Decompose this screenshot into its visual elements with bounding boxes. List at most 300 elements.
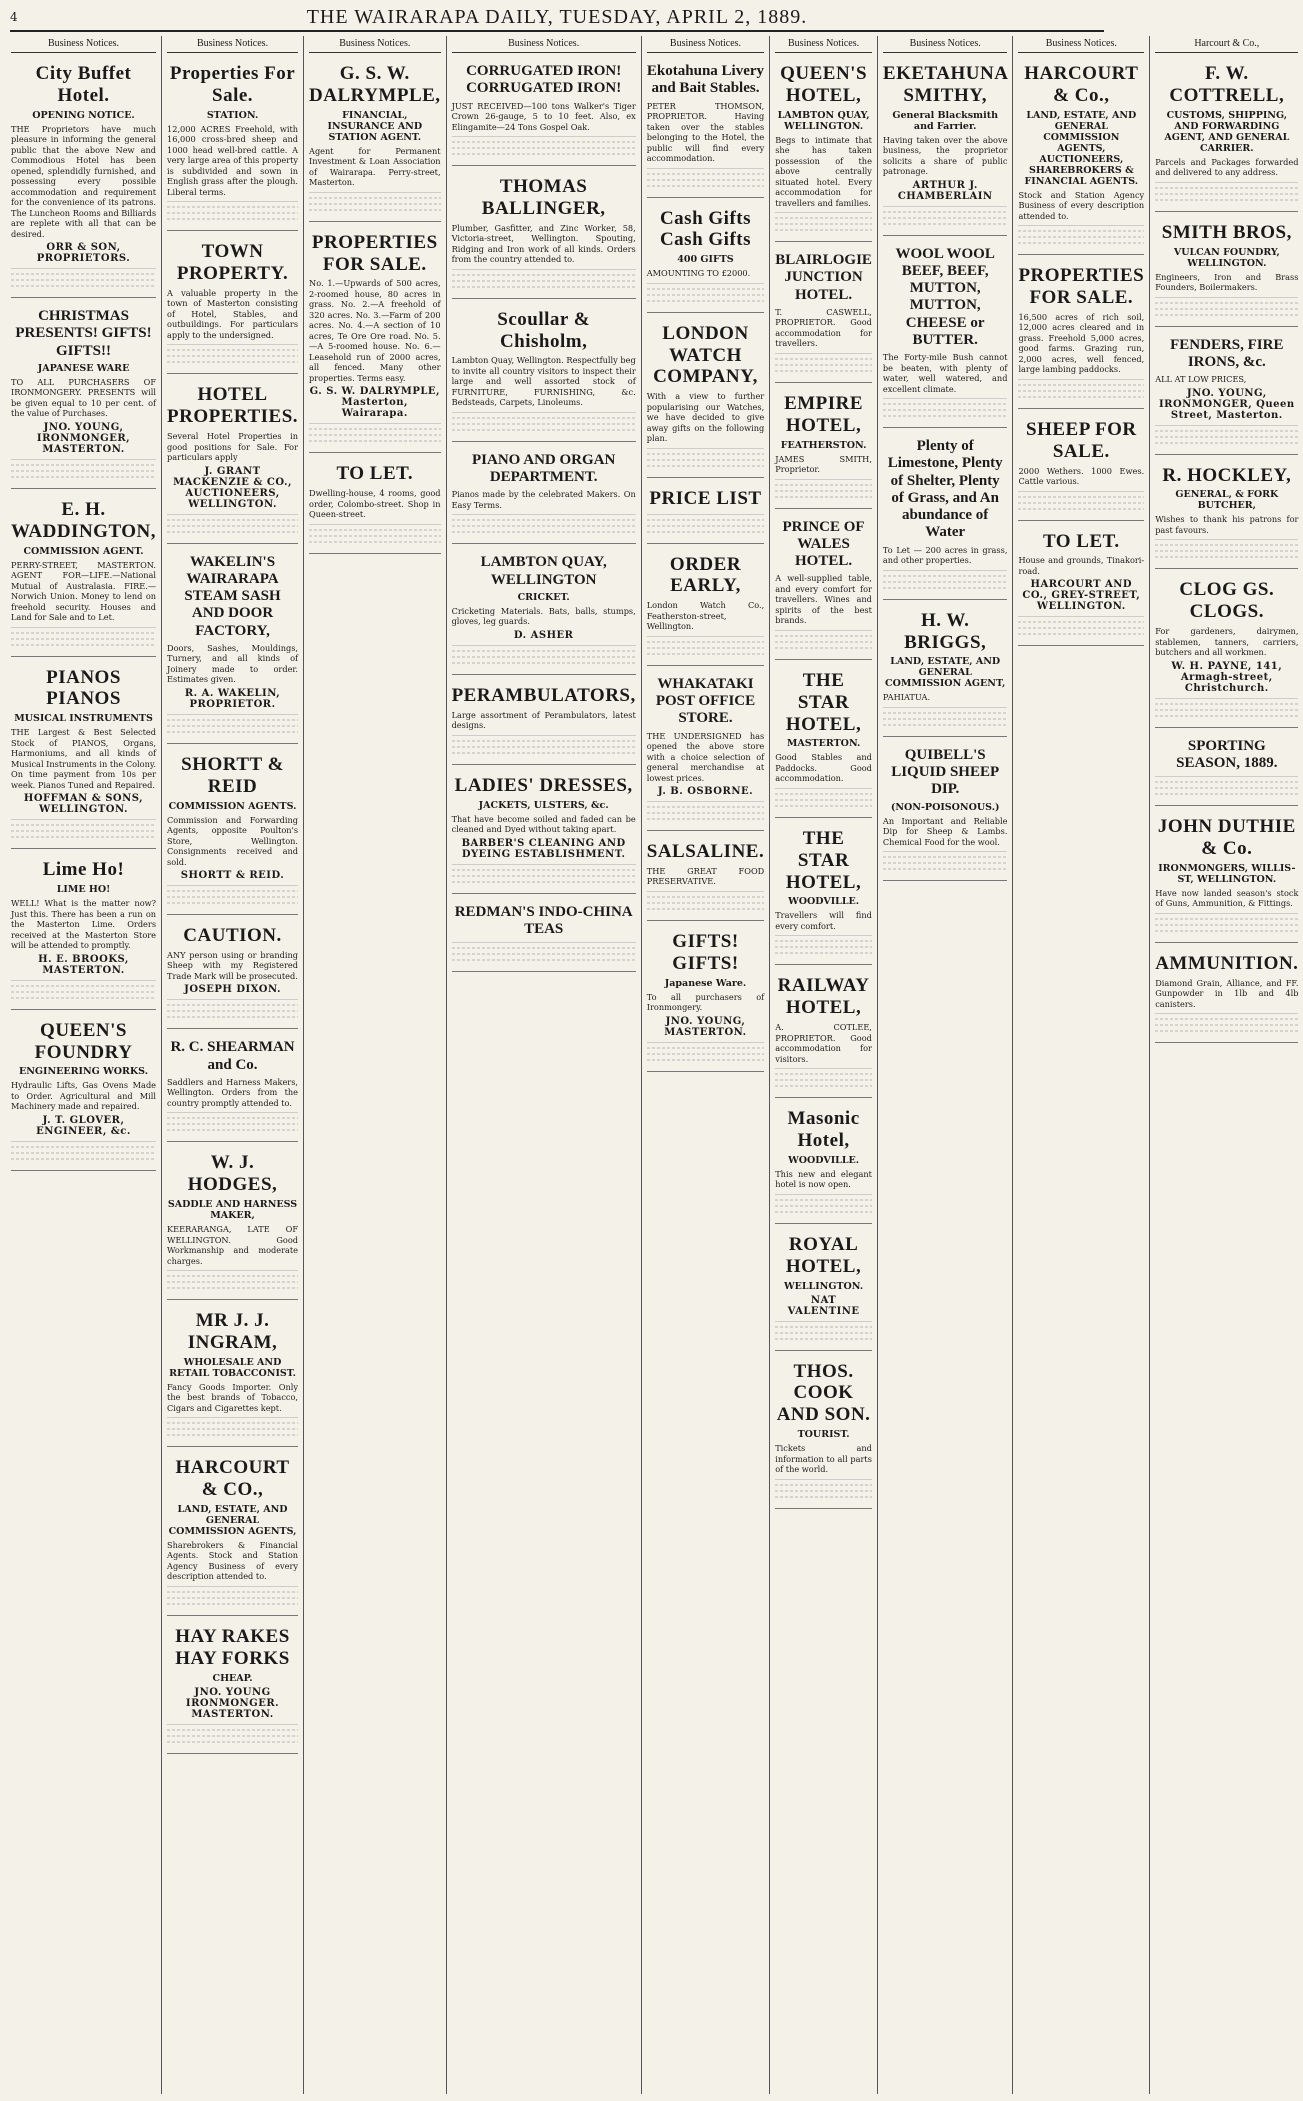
advertisement: [1155, 573, 1298, 727]
ad-signature: HOFFMAN & SONS, WELLINGTON.: [23, 793, 144, 816]
ad-body: Hydraulic Lifts, Gas Ovens Made to Order. Agricultural and Mill Machinery made and repaired.: [11, 1080, 157, 1112]
text-lines: [1155, 539, 1298, 558]
advertisement: [11, 493, 156, 657]
text-lines: [1155, 776, 1298, 795]
ad-body: Tickets and information to all parts of the world.: [775, 1443, 872, 1475]
columns: [6, 36, 1299, 2094]
ad-title: F. W. COTTRELL,: [1169, 63, 1285, 106]
text-lines: [167, 344, 298, 363]
ad-signature: SHORTT & REID.: [180, 870, 285, 881]
text-lines: [1018, 225, 1144, 244]
column-9: [1150, 36, 1303, 2094]
ad-title: G. S. W. DALRYMPLE,: [309, 63, 441, 106]
ad-title: SHORTT & REID: [181, 753, 284, 797]
column-1: [6, 36, 162, 2094]
text-lines: [167, 514, 298, 533]
ad-title: SPORTING SEASON, 1889.: [1176, 737, 1278, 771]
ad-title: PIANOS PIANOS: [46, 666, 121, 710]
ad-title: WHAKATAKI POST OFFICE STORE.: [655, 675, 756, 727]
text-lines: [167, 1586, 298, 1605]
ad-signature: JOSEPH DIXON.: [184, 984, 281, 996]
advertisement: [775, 57, 872, 242]
ad-body: The Forty-mile Bush cannot be beaten, with plenty of water, well watered, and excellent climate.: [882, 352, 1008, 394]
column-heading: Business Notices.: [11, 36, 156, 53]
advertisement: [309, 457, 441, 553]
ad-body: 12,000 ACRES Freehold, with 16,000 cross-bred sheep and 1000 head well-bred cattle. A very large area of this property is subdivided and sown in English grass after the plough. Liberal terms.: [167, 123, 299, 197]
advertisement: [167, 1304, 298, 1447]
advertisement: [775, 387, 872, 509]
ad-title: HOTEL PROPERTIES.: [167, 384, 299, 428]
ad-body: Plumber, Gasfitter, and Zinc Worker, 58, Victoria-street, Wellington. Spouting, Ridging and Iron work of all kinds. Orders from the country attended to.: [451, 222, 636, 265]
ad-body: To Let — 200 acres in grass, and other properties.: [882, 544, 1008, 566]
ad-body: With a view to further popularising our Watches, we have decided to give away gifts on the following plan.: [646, 391, 765, 444]
advertisement: [452, 769, 636, 894]
ad-subtitle: WOODVILLE.: [788, 1154, 860, 1166]
ad-body: PETER THOMSON, PROPRIETOR. Having taken over the stables belonging to the Hotel, the public will find every accommodation.: [646, 100, 765, 163]
ad-subtitle: VULCAN FOUNDRY, WELLINGTON.: [1173, 246, 1280, 269]
ad-subtitle: JACKETS, ULSTERS, &c.: [478, 799, 609, 811]
advertisement: [775, 969, 872, 1098]
ad-title: BLAIRLOGIE JUNCTION HOTEL.: [775, 252, 872, 303]
advertisement: [647, 548, 764, 666]
ad-signature: D. ASHER: [513, 629, 574, 641]
advertisement: [309, 226, 441, 454]
ad-body: To all purchasers of Ironmongery.: [646, 991, 765, 1013]
advertisement: [1155, 331, 1298, 455]
ad-body: Wishes to thank his patrons for past favours.: [1155, 514, 1299, 535]
ad-body: PAHIATUA.: [882, 692, 931, 703]
ad-title: GIFTS! GIFTS!: [672, 930, 739, 974]
ad-title: Scoullar & Chisholm,: [497, 308, 591, 352]
column-heading: Business Notices.: [452, 36, 636, 53]
advertisement: [452, 548, 636, 675]
ad-title: REDMAN'S INDO-CHINA TEAS: [454, 903, 633, 937]
ad-signature: NAT VALENTINE: [787, 1294, 860, 1317]
advertisement: [11, 1014, 156, 1171]
ad-body: Travellers will find every comfort.: [775, 910, 872, 931]
ad-title: R. C. SHEARMAN and Co.: [170, 1039, 295, 1073]
column-2: [162, 36, 304, 2094]
text-lines: [647, 891, 764, 910]
ad-body: Begs to intimate that she has taken possession of the above centrally situated hotel. Every accommodation for travellers and families.: [775, 134, 872, 208]
ad-subtitle: SADDLE AND HARNESS MAKER,: [167, 1199, 298, 1222]
text-lines: [167, 201, 298, 220]
ad-title: WOOL WOOL BEEF, BEEF, MUTTON, MUTTON, CHEESE or BUTTER.: [895, 245, 995, 348]
ad-title: CORRUGATED IRON! CORRUGATED IRON!: [466, 63, 622, 97]
ad-body: Dwelling-house, 4 rooms, good order, Colombo-street. Shop in Queen-street.: [309, 488, 441, 520]
ad-body: Large assortment of Perambulators, latest designs.: [451, 709, 636, 731]
text-lines: [883, 570, 1008, 589]
ad-title: H. W. BRIGGS,: [904, 609, 987, 653]
ad-subtitle: MUSICAL INSTRUMENTS: [14, 713, 153, 725]
text-lines: [167, 1270, 298, 1289]
newspaper-title: THE WAIRARAPA DAILY, TUESDAY, APRIL 2, 1889.: [306, 5, 808, 28]
text-lines: [647, 168, 764, 187]
ad-body: A well-supplied table, and every comfort for travellers. Wines and spirits of the best brands.: [775, 573, 872, 626]
ad-title: Plenty of Limestone, Plenty of Shelter, Plenty of Grass, and An abundance of Water: [887, 438, 1003, 541]
column-6: [770, 36, 878, 2094]
text-lines: [452, 942, 636, 961]
ad-signature: ARTHUR J. CHAMBERLAIN: [897, 179, 993, 202]
ad-subtitle: LAND, ESTATE, AND GENERAL COMMISSION AGENTS, AUCTIONEERS, SHAREBROKERS & FINANCIAL AGENTS.: [1024, 109, 1139, 187]
column-heading: Business Notices.: [1018, 36, 1144, 53]
advertisement: [167, 748, 298, 915]
text-lines: [167, 999, 298, 1018]
text-lines: [883, 707, 1008, 726]
ad-subtitle: ENGINEERING WORKS.: [19, 1066, 149, 1078]
ad-signature: ORR & SON, PROPRIETORS.: [36, 242, 131, 265]
text-lines: [452, 136, 636, 155]
text-lines: [775, 212, 872, 231]
ad-title: SALSALINE.: [646, 841, 765, 862]
ad-title: CHRISTMAS PRESENTS! GIFTS! GIFTS!!: [15, 308, 152, 359]
advertisement: [452, 57, 636, 166]
advertisement: [775, 1102, 872, 1224]
ad-body: Parcels and Packages forwarded and delivered to any address.: [1155, 156, 1299, 178]
ad-body: Having taken over the above business, the proprietor solicits a share of public patronage.: [882, 134, 1008, 177]
advertisement: [883, 604, 1008, 737]
ad-body: Diamond Grain, Alliance, and FF. Gunpowder in 1lb and 4lb canisters.: [1155, 977, 1299, 1009]
ad-body: WELL! What is the matter now? Just this. There has been a run on the Masterton Lime. Orders received at the Masterton Store will be attended to promptly.: [11, 898, 157, 951]
ad-title: THOMAS BALLINGER,: [481, 176, 606, 219]
ad-body: TO ALL PURCHASERS OF IRONMONGERY. PRESENTS will be given equal to 10 per cent. of the value of Purchases.: [11, 376, 157, 419]
ad-body: Good Stables and Paddocks. Good accommodation.: [775, 752, 872, 784]
text-lines: [309, 192, 441, 211]
column-5: [642, 36, 770, 2094]
ad-body: For gardeners, dairymen, stablemen, tanners, carriers, butchers and all workmen.: [1155, 626, 1299, 658]
advertisement: [167, 1620, 298, 1754]
text-lines: [11, 459, 156, 478]
advertisement: [1155, 459, 1298, 570]
text-lines: [647, 283, 764, 302]
advertisement: [167, 1146, 298, 1300]
ad-body: KEERARANGA, LATE OF WELLINGTON. Good Workmanship and moderate charges.: [167, 1224, 299, 1266]
text-lines: [167, 1724, 298, 1743]
text-lines: [1155, 297, 1298, 316]
ad-body: THE Largest & Best Selected Stock of PIANOS, Organs, Harmoniums, and all kinds of Musical Instruments in the Colony. On time payment from 10s per week. Pianos Tuned and Repaired.: [11, 727, 157, 790]
column-heading: Business Notices.: [309, 36, 441, 53]
ad-body: PERRY-STREET, MASTERTON. AGENT FOR—LIFE.—National Mutual of Australasia. FIRE.—Norwich Union. Money to lend on freehold security. Houses and Land for Sale and to Let.: [11, 559, 157, 623]
text-lines: [1018, 616, 1144, 635]
text-lines: [1155, 913, 1298, 932]
advertisement: [1155, 810, 1298, 943]
ad-body: House and grounds, Tinakori-road.: [1018, 555, 1145, 576]
text-lines: [11, 268, 156, 287]
ad-title: PROPERTIES FOR SALE.: [1018, 265, 1145, 309]
ad-subtitle: LIME HO!: [56, 884, 111, 896]
advertisement: [883, 432, 1008, 600]
advertisement: [1018, 259, 1144, 409]
ad-title: Lime Ho!: [42, 859, 125, 881]
ad-title: TO LET.: [1042, 530, 1120, 552]
advertisement: [167, 548, 298, 744]
ad-signature: G. S. W. DALRYMPLE, Masterton, Wairarapa.: [309, 386, 441, 420]
advertisement: [167, 1451, 298, 1616]
ad-title: Ekotahuna Livery and Bait Stables.: [646, 63, 765, 97]
ad-title: EKETAHUNA SMITHY,: [882, 63, 1009, 106]
ad-title: PRINCE OF WALES HOTEL.: [782, 518, 865, 570]
text-lines: [452, 735, 636, 754]
column-heading: Business Notices.: [775, 36, 872, 53]
ad-subtitle: GENERAL, & FORK BUTCHER,: [1175, 489, 1279, 512]
ad-body: JUST RECEIVED—100 tons Walker's Tiger Crown 26-gauge, 5 to 10 feet. Also, ex Elingamite—24 Tons Gospel Oak.: [451, 100, 636, 132]
ad-body: Pianos made by the celebrated Makers. On Easy Terms.: [451, 489, 636, 510]
advertisement: [883, 741, 1008, 881]
ad-title: RAILWAY HOTEL,: [777, 975, 870, 1019]
ad-title: CAUTION.: [183, 925, 282, 946]
ad-body: Stock and Station Agency Business of every description attended to.: [1018, 189, 1145, 221]
ad-title: W. J. HODGES,: [187, 1152, 278, 1196]
ad-body: Agent for Permanent Investment & Loan Association of Wairarapa. Perry-street, Masterton.: [309, 145, 441, 188]
ad-title: THE STAR HOTEL,: [785, 827, 862, 893]
advertisement: [1155, 216, 1298, 327]
advertisement: [452, 898, 636, 973]
ad-title: LAMBTON QUAY, WELLINGTON: [480, 554, 607, 588]
text-lines: [1018, 491, 1144, 510]
ad-subtitle: (NON-POISONOUS.): [890, 801, 1000, 813]
ad-subtitle: LAND, ESTATE, AND GENERAL COMMISSION AGENTS,: [168, 1503, 297, 1537]
text-lines: [775, 788, 872, 807]
text-lines: [167, 1417, 298, 1436]
text-lines: [775, 1194, 872, 1213]
text-lines: [167, 714, 298, 733]
text-lines: [775, 1068, 872, 1087]
advertisement: [647, 835, 764, 921]
column-heading: Business Notices.: [883, 36, 1008, 53]
ad-body: Doors, Sashes, Mouldings, Turnery, and all kinds of Joinery made to order. Estimates given.: [167, 642, 299, 685]
ad-body: Have now landed season's stock of Guns, Ammunition, & Fittings.: [1155, 887, 1299, 909]
text-lines: [11, 980, 156, 999]
text-lines: [11, 1141, 156, 1160]
column-heading: Business Notices.: [167, 36, 298, 53]
text-lines: [647, 636, 764, 655]
advertisement: [452, 303, 636, 442]
ad-signature: JNO. YOUNG, MASTERTON.: [664, 1015, 747, 1038]
advertisement: [167, 235, 298, 374]
text-lines: [647, 1042, 764, 1061]
advertisement: [647, 57, 764, 198]
text-lines: [452, 645, 636, 664]
ad-title: HARCOURT & CO.,: [175, 1457, 290, 1501]
text-lines: [647, 514, 764, 533]
advertisement: [11, 302, 156, 489]
ad-subtitle: COMMISSION AGENT.: [23, 545, 144, 557]
ad-body: 16,500 acres of rich soil, 12,000 acres cleared and in grass. Freehold 5,000 acres, good farms. Grazing run, 2,000 acres, well fenced, large lambing paddocks.: [1018, 311, 1145, 375]
ad-body: Several Hotel Properties in good positions for Sale. For particulars apply: [167, 431, 299, 463]
ad-title: HARCOURT & Co.,: [1024, 63, 1139, 106]
column-heading: Harcourt & Co.,: [1155, 36, 1298, 53]
advertisement: [452, 679, 636, 765]
ad-body: THE GREAT FOOD PRESERVATIVE.: [646, 865, 765, 887]
advertisement: [775, 664, 872, 818]
ad-body: A. COTLEE, PROPRIETOR. Good accommodation for visitors.: [775, 1022, 872, 1064]
ad-title: PROPERTIES FOR SALE.: [311, 231, 438, 275]
ad-body: A valuable property in the town of Masterton consisting of Hotel, Stables, and outbuildings. For particulars apply to the undersigned.: [167, 287, 299, 340]
ad-body: An Important and Reliable Dip for Sheep & Lambs. Chemical Food for the wool.: [882, 815, 1008, 847]
text-lines: [1155, 425, 1298, 444]
ad-title: HAY RAKES HAY FORKS: [175, 1625, 290, 1669]
text-lines: [452, 269, 636, 288]
text-lines: [883, 206, 1008, 225]
ad-title: TOWN PROPERTY.: [176, 241, 289, 285]
ad-body: This new and elegant hotel is now open.: [775, 1168, 872, 1190]
text-lines: [309, 423, 441, 442]
ad-title: SHEEP FOR SALE.: [1026, 418, 1137, 462]
text-lines: [775, 1321, 872, 1340]
ad-title: TO LET.: [336, 463, 414, 485]
advertisement: [883, 240, 1008, 429]
ad-body: Fancy Goods Importer. Only the best brands of Tobacco, Cigars and Cigarettes kept.: [167, 1381, 299, 1413]
ad-subtitle: COMMISSION AGENTS.: [168, 800, 297, 812]
advertisement: [1018, 57, 1144, 255]
ad-body: Saddlers and Harness Makers, Wellington. Orders from the country promptly attended to.: [167, 1076, 299, 1108]
text-lines: [647, 801, 764, 820]
text-lines: [647, 448, 764, 467]
advertisement: [647, 202, 764, 313]
advertisement: [775, 513, 872, 660]
ad-title: QUIBELL'S LIQUID SHEEP DIP.: [891, 746, 1000, 798]
advertisement: [11, 661, 156, 850]
ad-title: CLOG GS. CLOGS.: [1179, 579, 1275, 623]
ad-body: T. CASWELL, PROPRIETOR. Good accommodation for travellers.: [775, 306, 872, 349]
ad-subtitle: IRONMONGERS, WILLIS-ST, WELLINGTON.: [1158, 862, 1296, 885]
advertisement: [11, 853, 156, 1009]
column-7: [878, 36, 1014, 2094]
advertisement: [1155, 732, 1298, 807]
ad-title: QUEEN'S FOUNDRY: [34, 1019, 133, 1063]
text-lines: [775, 353, 872, 372]
ad-title: THOS. COOK AND SON.: [776, 1360, 871, 1426]
text-lines: [1155, 182, 1298, 201]
ad-body: Cricketing Materials. Bats, balls, stumps, gloves, leg guards.: [451, 605, 636, 627]
text-lines: [309, 524, 441, 543]
ad-signature: H. E. BROOKS, MASTERTON.: [38, 953, 129, 976]
advertisement: [1155, 57, 1298, 212]
ad-title: Properties For Sale.: [169, 63, 296, 106]
ad-body: London Watch Co., Featherston-street, Wellington.: [646, 600, 765, 632]
ad-signature: JNO. YOUNG, IRONMONGER, Queen Street, Masterton.: [1158, 387, 1295, 421]
advertisement: [167, 1033, 298, 1142]
ad-title: SMITH BROS,: [1161, 221, 1292, 243]
ad-subtitle: MASTERTON.: [786, 738, 861, 750]
ad-title: LONDON WATCH COMPANY,: [653, 322, 758, 388]
ad-subtitle: STATION.: [206, 109, 259, 121]
advertisement: [647, 317, 764, 478]
ad-title: City Buffet Hotel.: [35, 63, 132, 106]
text-lines: [11, 627, 156, 646]
text-lines: [883, 851, 1008, 870]
advertisement: [452, 446, 636, 545]
ad-body: Lambton Quay, Wellington. Respectfully beg to invite all country visitors to inspect their large and well assorted stock of FURNITURE, FURNISHING, &c. Bedsteads, Carpets, Linoleums.: [451, 355, 636, 408]
ad-signature: BARBER'S CLEANING AND DYEING ESTABLISHMENT.: [461, 837, 626, 860]
ad-body: THE Proprietors have much pleasure in informing the general public that the above New and Commodious Hotel has been opened, splendidly furnished, and possessing every possible accommodation and requirement for the convenience of its patrons. The Luncheon Rooms and Billiards are replete with all that can be desired.: [11, 123, 157, 239]
advertisement: [11, 57, 156, 298]
ad-subtitle: LAND, ESTATE, AND GENERAL COMMISSION AGENT,: [885, 656, 1006, 690]
advertisement: [647, 482, 764, 544]
ad-title: Masonic Hotel,: [787, 1108, 860, 1151]
ad-body: THE UNDERSIGNED has opened the above store with a choice selection of general merchandise at lowest prices.: [646, 730, 765, 783]
ad-title: PRICE LIST: [649, 487, 762, 509]
ad-signature: J. T. GLOVER, ENGINEER, &c.: [36, 1114, 131, 1137]
ad-title: PIANO AND ORGAN DEPARTMENT.: [471, 451, 616, 486]
ad-title: EMPIRE HOTEL,: [784, 392, 864, 436]
ad-title: QUEEN'S HOTEL,: [780, 63, 868, 106]
advertisement: [647, 925, 764, 1072]
ad-subtitle: WHOLESALE AND RETAIL TOBACCONIST.: [169, 1356, 296, 1379]
advertisement: [167, 378, 298, 543]
ad-subtitle: JAPANESE WARE: [37, 362, 130, 374]
text-lines: [1155, 1013, 1298, 1032]
ad-subtitle: CUSTOMS, SHIPPING, AND FORWARDING AGENT, AND GENERAL CARRIER.: [1164, 109, 1290, 154]
ad-title: AMMUNITION.: [1155, 952, 1299, 974]
advertisement: [775, 1228, 872, 1351]
text-lines: [775, 630, 872, 649]
ad-subtitle: WELLINGTON.: [783, 1280, 864, 1292]
ad-title: MR J. J. INGRAM,: [187, 1310, 278, 1353]
advertisement: [1018, 525, 1144, 647]
text-lines: [452, 864, 636, 883]
text-lines: [775, 935, 872, 954]
ad-body: No. 1.—Upwards of 500 acres, 2-roomed house, 80 acres in grass. No. 2.—A freehold of 320 acres. No. 3.—Farm of 200 acres. No. 4.—A section of 10 acres, Te Ore Ore road. No. 5.—A 5-roomed house. No. 6.—Leasehold run of 2000 acres, all fenced. Many other properties. Terms easy.: [309, 278, 441, 383]
ad-body: AMOUNTING TO £2000.: [646, 268, 751, 279]
column-4: [447, 36, 642, 2094]
advertisement: [452, 170, 636, 299]
advertisement: [1018, 413, 1144, 521]
ad-subtitle: LAMBTON QUAY, WELLINGTON.: [777, 109, 870, 132]
ad-body: JAMES SMITH, Proprietor.: [775, 453, 872, 475]
ad-subtitle: FEATHERSTON.: [780, 439, 867, 451]
text-lines: [883, 398, 1008, 417]
text-lines: [1155, 698, 1298, 717]
ad-subtitle: OPENING NOTICE.: [32, 109, 135, 121]
ad-title: PERAMBULATORS,: [451, 684, 636, 706]
ad-body: Engineers, Iron and Brass Founders, Boilermakers.: [1155, 271, 1299, 293]
ad-signature: HARCOURT AND CO., GREY-STREET, WELLINGTON.: [1022, 579, 1141, 613]
advertisement: [883, 57, 1008, 236]
advertisement: [167, 919, 298, 1029]
ad-signature: JNO. YOUNG, IRONMONGER, MASTERTON.: [36, 421, 131, 455]
ad-subtitle: 400 GIFTS: [677, 254, 734, 266]
advertisement: [1155, 947, 1298, 1043]
ad-subtitle: General Blacksmith and Farrier.: [892, 109, 998, 132]
column-3: [304, 36, 447, 2094]
ad-title: LADIES' DRESSES,: [454, 774, 633, 796]
column-heading: Business Notices.: [647, 36, 764, 53]
ad-subtitle: FINANCIAL, INSURANCE AND STATION AGENT.: [327, 109, 423, 143]
ad-signature: W. H. PAYNE, 141, Armagh-street, Christchurch.: [1171, 660, 1283, 694]
text-lines: [452, 412, 636, 431]
ad-signature: R. A. WAKELIN, PROPRIETOR.: [184, 687, 281, 710]
masthead: [10, 4, 1104, 32]
advertisement: [775, 822, 872, 966]
ad-title: WAKELIN'S WAIRARAPA STEAM SASH AND DOOR FACTORY,: [184, 553, 281, 639]
ad-subtitle: Japanese Ware.: [664, 977, 747, 989]
ad-subtitle: CHEAP.: [212, 1672, 253, 1684]
ad-body: ANY person using or branding Sheep with my Registered Trade Mark will be prosecuted.: [167, 949, 299, 981]
advertisement: [775, 1355, 872, 1509]
column-8: [1013, 36, 1150, 2094]
text-lines: [775, 1479, 872, 1498]
ad-title: E. H. WADDINGTON,: [11, 498, 157, 542]
advertisement: [309, 57, 441, 222]
ad-subtitle: TOURIST.: [797, 1429, 850, 1441]
ad-subtitle: WOODVILLE.: [788, 896, 860, 908]
ad-title: THE STAR HOTEL,: [785, 669, 862, 735]
ad-title: Cash Gifts Cash Gifts: [659, 207, 751, 251]
ad-signature: JNO. YOUNG IRONMONGER. MASTERTON.: [185, 1686, 280, 1720]
advertisement: [775, 246, 872, 383]
text-lines: [11, 819, 156, 838]
